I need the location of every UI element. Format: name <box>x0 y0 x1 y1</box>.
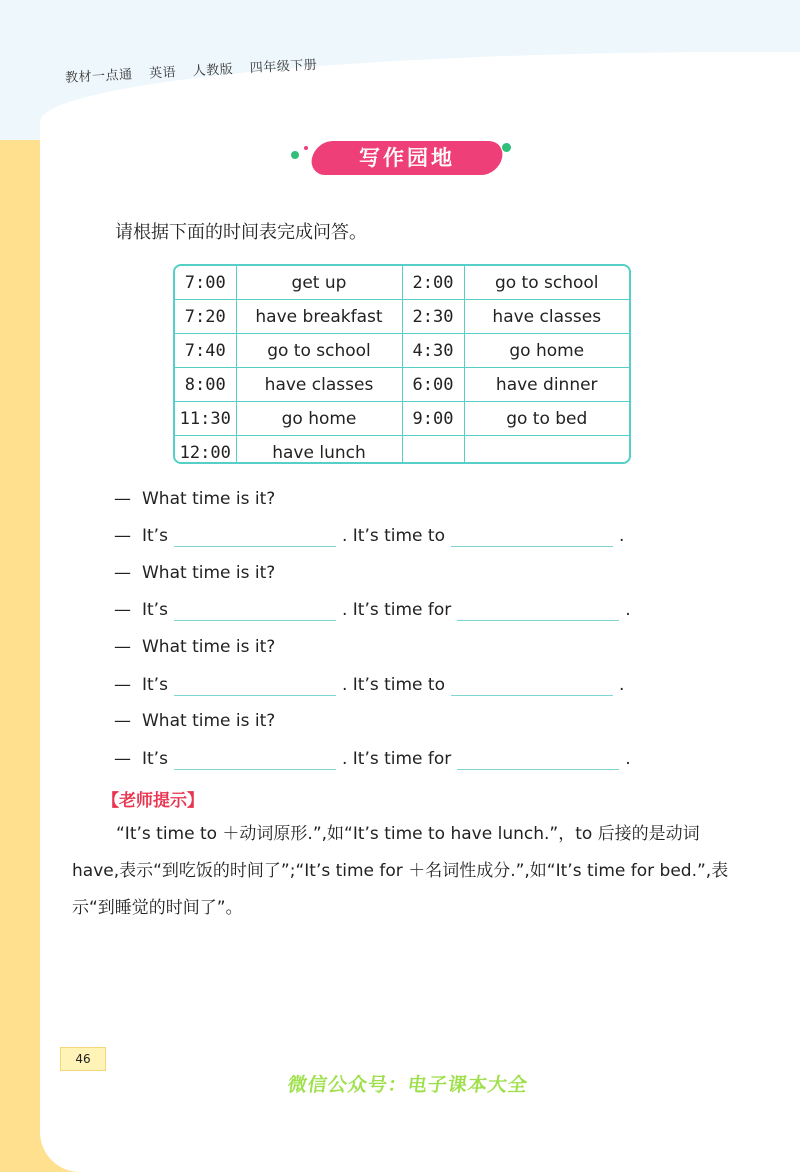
header-grade: 四年级下册 <box>249 57 318 77</box>
schedule-row <box>175 266 629 300</box>
time-cell: 2:00 <box>402 266 464 300</box>
question-line <box>114 634 275 660</box>
time-blank[interactable] <box>174 600 336 621</box>
period: . <box>625 749 631 769</box>
decor-dot <box>502 143 511 152</box>
time-cell: 12:00 <box>175 436 236 465</box>
question-text: What time is it? <box>142 637 276 657</box>
time-cell: 4:30 <box>402 334 464 368</box>
its-text: It’s <box>142 526 168 546</box>
activity-cell: go to school <box>464 266 629 300</box>
page-number: 46 <box>60 1047 106 1071</box>
schedule-row <box>175 402 629 436</box>
decor-dot <box>291 151 299 159</box>
activity-cell: go to school <box>236 334 402 368</box>
time-blank[interactable] <box>174 526 336 547</box>
question-line <box>114 560 275 586</box>
period: . <box>625 600 631 620</box>
question-text: What time is it? <box>142 563 276 583</box>
instruction: 请根据下面的时间表完成问答。 <box>115 222 367 243</box>
activity-cell: go home <box>236 402 402 436</box>
question-line <box>114 486 275 512</box>
dash: — <box>114 526 131 546</box>
teacher-tip-text: “It’s time to ＋动词原形.”,如“It’s time to have lunch.”，to 后接的是动词 have,表示“到吃饭的时间了”;“It’s time for ＋名词性成分.”,如“It’s time for bed.”,表示“到睡觉的时间了”。 <box>72 824 729 918</box>
period: . <box>618 675 625 695</box>
activity-cell: go home <box>464 334 629 368</box>
header-subject: 英语 <box>148 65 177 82</box>
activity-cell: have classes <box>236 368 402 402</box>
decor-dot <box>304 146 308 150</box>
question-line <box>114 708 275 734</box>
activity-blank[interactable] <box>451 526 613 547</box>
answer-line <box>114 672 624 698</box>
activity-blank[interactable] <box>451 675 613 696</box>
time-cell: 7:00 <box>175 266 236 300</box>
dash: — <box>114 600 131 620</box>
answer-line <box>114 746 631 772</box>
time-cell <box>402 436 464 465</box>
activity-cell: get up <box>236 266 402 300</box>
activity-cell: have classes <box>464 300 629 334</box>
time-blank[interactable] <box>174 749 336 770</box>
schedule-table <box>173 264 631 464</box>
dash: — <box>114 489 131 509</box>
time-cell: 7:40 <box>175 334 236 368</box>
watermark: 微信公众号：电子课本大全 <box>286 1074 530 1096</box>
header-edition: 人教版 <box>192 62 234 80</box>
question-text: What time is it? <box>142 711 276 731</box>
dash: — <box>114 637 131 657</box>
dash: — <box>114 675 131 695</box>
header-series: 教材一点通 <box>64 67 133 86</box>
activity-blank[interactable] <box>457 749 619 770</box>
its-text: It’s <box>142 600 168 620</box>
time-cell: 6:00 <box>402 368 464 402</box>
answer-line <box>114 523 624 549</box>
dash: — <box>114 711 131 731</box>
schedule-row <box>175 334 629 368</box>
time-blank[interactable] <box>174 675 336 696</box>
time-to-text: . It’s time to <box>341 526 445 546</box>
period: . <box>618 526 625 546</box>
schedule-row <box>175 368 629 402</box>
time-cell: 2:30 <box>402 300 464 334</box>
time-cell: 8:00 <box>175 368 236 402</box>
dash: — <box>114 749 131 769</box>
teacher-tip-heading: 【老师提示】 <box>102 791 204 811</box>
its-text: It’s <box>142 675 168 695</box>
activity-cell: have lunch <box>236 436 402 465</box>
activity-cell: have dinner <box>464 368 629 402</box>
time-cell: 7:20 <box>175 300 236 334</box>
time-for-text: . It’s time for <box>341 600 452 620</box>
section-title: 写作园地 <box>359 146 455 170</box>
answer-line <box>114 597 631 623</box>
activity-cell <box>464 436 629 465</box>
dash: — <box>114 563 131 583</box>
activity-cell: go to bed <box>464 402 629 436</box>
schedule-row <box>175 436 629 465</box>
activity-blank[interactable] <box>457 600 619 621</box>
time-cell: 11:30 <box>175 402 236 436</box>
time-for-text: . It’s time for <box>341 749 452 769</box>
schedule-row <box>175 300 629 334</box>
activity-cell: have breakfast <box>236 300 402 334</box>
its-text: It’s <box>142 749 168 769</box>
time-cell: 9:00 <box>402 402 464 436</box>
time-to-text: . It’s time to <box>341 675 445 695</box>
question-text: What time is it? <box>142 489 276 509</box>
